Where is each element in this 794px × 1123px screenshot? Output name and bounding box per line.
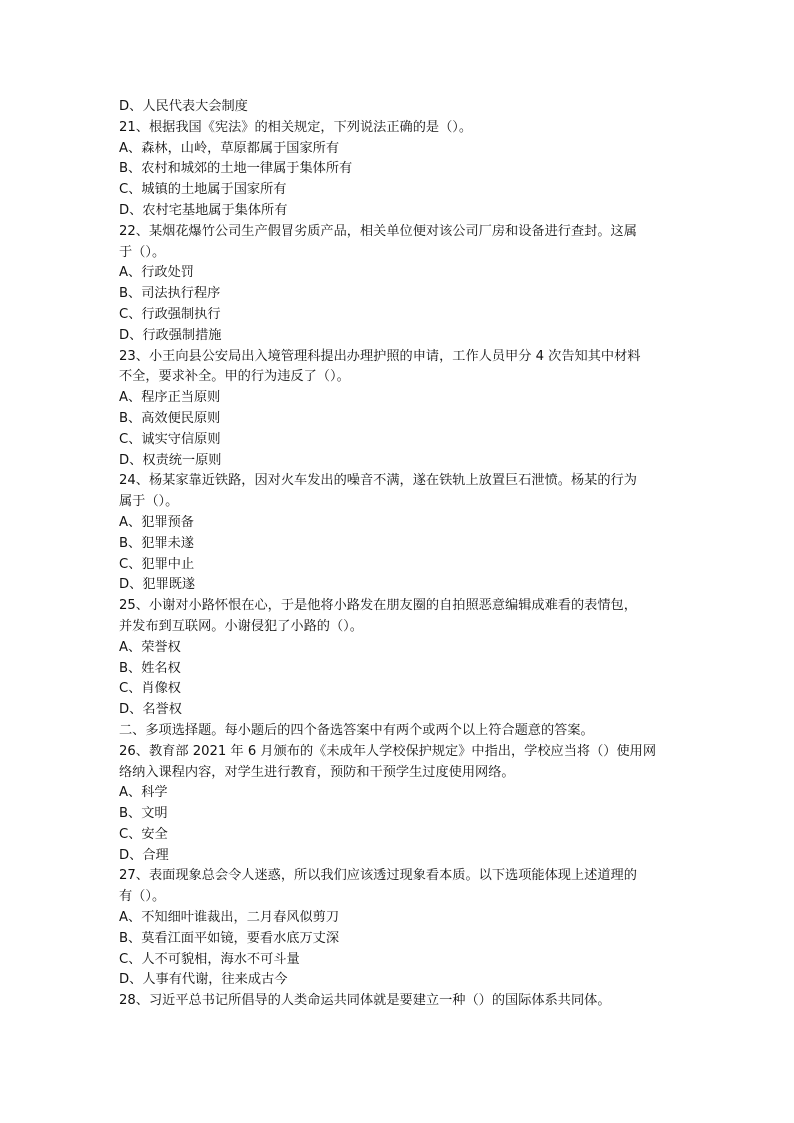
option-c: C、肖像权 xyxy=(119,681,181,697)
option-b: B、姓名权 xyxy=(119,660,181,676)
option-c: C、安全 xyxy=(119,826,168,842)
option-d: D、农村宅基地属于集体所有 xyxy=(119,202,288,218)
option-d: D、行政强制措施 xyxy=(119,327,222,343)
option-d: D、人事有代谢，往来成古今 xyxy=(119,972,288,988)
option-a: A、科学 xyxy=(119,785,168,801)
option-d: D、犯罪既遂 xyxy=(119,577,196,593)
document-page xyxy=(119,97,681,1012)
option-a: A、程序正当原则 xyxy=(119,390,221,406)
option-b: B、犯罪未遂 xyxy=(119,535,194,551)
option-c: C、城镇的土地属于国家所有 xyxy=(119,182,287,198)
question-stem: 25、小谢对小路怀恨在心，于是他将小路发在朋友圈的自拍照恶意编辑成难看的表情包， xyxy=(119,598,637,614)
option-b: B、高效便民原则 xyxy=(119,410,221,426)
question-21 xyxy=(119,118,681,222)
question-stem: 26、教育部 2021 年 6 月颁布的《未成年人学校保护规定》中指出，学校应当将（）使用网 xyxy=(119,743,657,759)
question-stem-cont: 有（）。 xyxy=(119,889,166,905)
question-stem-cont: 属于（）。 xyxy=(119,494,179,510)
question-stem: 23、小王向县公安局出入境管理科提出办理护照的申请，工作人员甲分 4 次告知其中材料 xyxy=(119,348,641,364)
option-a: A、森林，山岭，草原都属于国家所有 xyxy=(119,140,340,156)
question-stem: 27、表面现象总会令人迷惑，所以我们应该透过现象看本质。以下选项能体现上述道理的 xyxy=(119,868,637,884)
option-d: D、名誉权 xyxy=(119,702,182,718)
option-d: D、合理 xyxy=(119,847,169,863)
question-stem-cont: 于（）。 xyxy=(119,244,166,260)
option-b: B、司法执行程序 xyxy=(119,286,221,302)
question-27 xyxy=(119,866,681,991)
option-c: C、人不可貌相，海水不可斗量 xyxy=(119,951,300,967)
question-24 xyxy=(119,471,681,596)
option-c: C、犯罪中止 xyxy=(119,556,195,572)
option-c: C、行政强制执行 xyxy=(119,306,221,322)
section-heading: 二、多项选择题。每小题后的四个备选答案中有两个或两个以上符合题意的答案。 xyxy=(119,722,594,738)
option-b: B、莫看江面平如镜，要看水底万丈深 xyxy=(119,930,340,946)
question-stem: 22、某烟花爆竹公司生产假冒劣质产品，相关单位便对该公司厂房和设备进行查封。这属 xyxy=(119,223,637,239)
question-stem-cont: 并发布到互联网。小谢侵犯了小路的（）。 xyxy=(119,618,363,634)
question-stem: 21、根据我国《宪法》的相关规定，下列说法正确的是（）。 xyxy=(119,119,473,135)
question-22 xyxy=(119,222,681,347)
question-26 xyxy=(119,742,681,867)
option-a: A、犯罪预备 xyxy=(119,514,194,530)
question-stem-cont: 络纳入课程内容，对学生进行教育，预防和干预学生过度使用网络。 xyxy=(119,764,515,780)
option-a: A、不知细叶谁裁出，二月春风似剪刀 xyxy=(119,910,340,926)
question-stem-cont: 不全，要求补全。甲的行为违反了（）。 xyxy=(119,369,350,385)
option-b: B、文明 xyxy=(119,806,168,822)
option-c: C、诚实守信原则 xyxy=(119,431,221,447)
option-b: B、农村和城郊的土地一律属于集体所有 xyxy=(119,161,353,177)
question-28-stem: 28、习近平总书记所倡导的人类命运共同体就是要建立一种（）的国际体系共同体。 xyxy=(119,993,611,1009)
question-25 xyxy=(119,596,681,721)
question-stem: 24、杨某家靠近铁路，因对火车发出的噪音不满，遂在铁轨上放置巨石泄愤。杨某的行为 xyxy=(119,473,637,489)
option-a: A、荣誉权 xyxy=(119,639,181,655)
option-d: D、权责统一原则 xyxy=(119,452,222,468)
question-23 xyxy=(119,347,681,472)
option-a: A、行政处罚 xyxy=(119,265,194,281)
option-line: D、人民代表大会制度 xyxy=(119,99,248,114)
